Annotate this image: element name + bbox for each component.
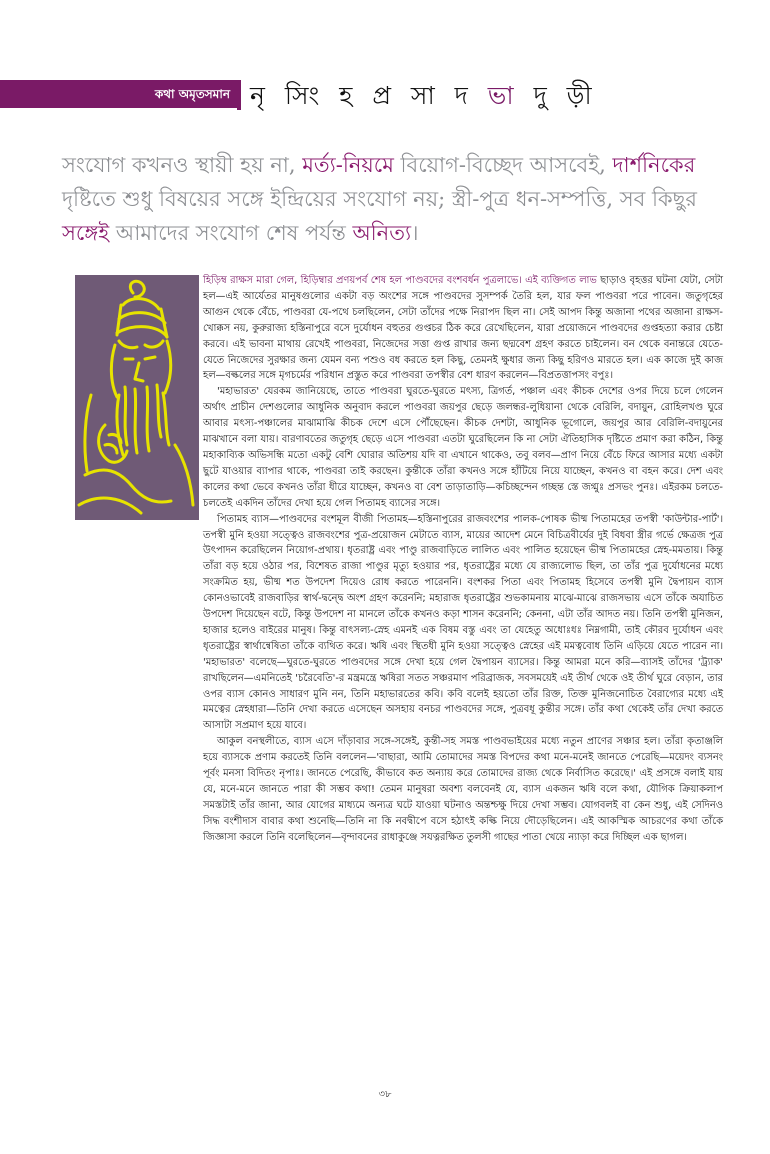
quote-text-4: আমাদের সংযোগ শেষ পর্যন্ত	[109, 221, 353, 245]
header-divider	[237, 80, 241, 110]
article-paragraph-1	[203, 273, 723, 384]
pull-quote	[62, 148, 727, 250]
article-paragraph-1-text: ছাড়াও বৃহত্তর ঘটনা যেটা, সেটা হল—এই আর্যেতর মানুষগুলোর একটা বড় অংশের সঙ্গে পাণ্ডবদের সুসম্পর্ক তৈরি হল, যার ফল পাণ্ডবরা পরে পাবেন। জতুগৃহের আগুন থেকে বেঁচে, পাণ্ডবরা যে-পথে চলছিলেন, সেটা তাঁদের পক্ষে নিরাপদ ছিল না। সেই আপদ কিন্তু অজানা পথের অজানা রাক্ষস-খোক্কস নয়, কুরুরাজ্য হস্তিনাপুরে বসে দুর্যোধন বহুতর গুপ্তচর ঠিক করে রেখেছিলেন, যারা প্রয়োজনে পাণ্ডবদের গুপ্তহত্যা করার চেষ্টা করবে। এই ভাবনা মাথায় রেখেই পাণ্ডবরা, নিজেদের সত্তা গুপ্ত রাখার জন্য ছদ্মবেশ গ্রহণ করতে চাইলেন। বন থেকে বনান্তরে যেতে-যেতে নিজেদের সুরক্ষার জন্য যেমন বন্য পশুও বধ করতে হল কিছু, তেমনই ক্ষুধার জন্য কিছু হরিণও মারতে হল। এক কাজে দুই কাজ হল—বল্কলের সঙ্গে মৃগচর্মের পরিধান প্রস্তুত করে পাণ্ডবরা তপস্বীর বেশ ধারণ করলেন—বিপ্রতত্তাপসং বপুঃ।	[203, 275, 723, 382]
section-label: কথা অমৃতসমান	[154, 87, 230, 101]
author-last-name-initial: ভা	[487, 81, 520, 110]
article-body	[203, 273, 723, 846]
article-paragraph-3: পিতামহ ব্যাস—পাণ্ডবদের বংশমূল বীজী পিতামহ—হস্তিনাপুরের রাজবংশের পালক-পোষক ভীষ্ম পিতামহের তপস্বী 'কাউন্টার-পার্ট'। তপস্বী মুনি হওয়া সত্ত্বেও রাজবংশের পুত্র-প্রয়োজন মেটাতে ব্যাস, মায়ের আদেশ মেনে বিচিত্রবীর্যের দুই বিধবা স্ত্রীর গর্ভে ক্ষেত্রজ পুত্র উৎপাদন করেছিলেন নিয়োগ-প্রথায়। ধৃতরাষ্ট্র এবং পাণ্ডু রাজবাড়িতে লালিত এবং পালিত হয়েছেন ভীষ্ম পিতামহের স্নেহ-মমতায়। কিন্তু তাঁরা বড় হয়ে ওঠার পর, বিশেষত রাজা পাণ্ডুর মৃত্যু হওয়ার পর, ধৃতরাষ্ট্রের মধ্যে যে রাজ্যলোভ ছিল, তা তাঁর পুত্র দুর্যোধনের মধ্যে সংক্রমিত হয়, ভীষ্ম শত উপদেশ দিয়েও রোধ করতে পারেননি। বংশকর পিতা এবং পিতামহ হিসেবে তপস্বী মুনি দ্বৈপায়ন ব্যাস কোনওভাবেই রাজবাড়ির স্বার্থ-দ্বন্দ্বে অংশ গ্রহণ করেননি; মহারাজ ধৃতরাষ্ট্রের শুভকামনায় মাঝে-মাঝে রাজসভায় এসে তাঁকে অযাচিত উপদেশ দিয়েছেন বটে, কিন্তু উপদেশ না মানলে তাঁকে কখনও কড়া শাসন করেননি; কেননা, এটা তাঁর আদত নয়। তিনি তপস্বী মুনিজন, হাজার হলেও বাইরের মানুষ। কিন্তু বাৎসল্য-স্নেহ এমনই এক বিষম বস্তু এবং তা যেহেতু অধোঃধঃ নিম্নগামী, তাই কৌরব দুর্যোধন এবং ধৃতরাষ্ট্রের স্বার্থান্বেষিতা তাঁকে ব্যথিত করে। ঋষি এবং স্থিতধী মুনি হওয়া সত্ত্বেও স্নেহের এই মমত্ববোধ তিনি এড়িয়ে যেতে পারেন না। 'মহাভারত' বলেছে—ঘুরতে-ঘুরতে পাণ্ডবদের সঙ্গে দেখা হয়ে গেল দ্বৈপায়ন ব্যাসের। কিন্তু আমরা মনে করি—ব্যাসই তাঁদের 'ট্র্যাক' রাখছিলেন—এমনিতেই 'চরৈবেতি'-র মন্ত্রমন্ত্রে ঋষিরা সতত সঞ্চরমাণ পরিব্রাজক, সবসময়েই এই তীর্থ থেকে ওই তীর্থ ঘুরে বেড়ান, তার ওপর ব্যাস কোনও সাধারণ মুনি নন, তিনি মহাভারতের কবি। কবি বলেই হয়তো তাঁর রিক্ত, তিক্ত মুনিজনোচিত বৈরাগ্যের মধ্যে এই মমত্বের স্নেহধারা—তিনি দেখা করতে এসেছেন অসহায় বনচর পাণ্ডবদের সঙ্গে, পুত্রবধূ কুন্তীর সঙ্গে। তাঁর কথা থেকেই তাঁর দেখা করতে আসাটা সপ্রমাণ হয়ে যাবে।	[203, 513, 723, 732]
author-name	[250, 76, 750, 119]
quote-highlight-4: অনিত্য	[352, 221, 412, 245]
quote-text-3: দৃষ্টিতে শুধু বিষয়ের সঙ্গে ইন্দ্রিয়ের সংযোগ নয়; স্ত্রী-পুত্র ধন-সম্পত্তি, সব কিছুর	[62, 187, 697, 211]
article-lead-line: হিড়িম্ব রাক্ষস মারা গেল, হিড়িম্বার প্রণয়পর্ব শেষ হল পাণ্ডবদের বংশবর্ধন পুত্রলাভে। এই ব্যক্তিগত লাভ	[203, 275, 597, 286]
quote-highlight-1: মর্ত্য-নিয়মে	[302, 153, 394, 177]
article-paragraph-2: 'মহাভারত' যেরকম জানিয়েছে, তাতে পাণ্ডবরা ঘুরতে-ঘুরতে মৎস্য, ত্রিগর্ত, পঞ্চাল এবং কীচক দেশের ওপর দিয়ে চলে গেলেন অর্থাৎ প্রাচীন দেশগুলোর আধুনিক অনুবাদ করলে পাণ্ডবরা জয়পুর ছেড়ে জলন্ধর-লুধিয়ানা থেকে বেরিলি, বদায়ুন, রোহিলখণ্ড ঘুরে আবার মৎস্য-পঞ্চালের মাঝামাঝি কীচক দেশে এসে পৌঁছেছেন। কীচক দেশটা, আধুনিক ভূগোলে, জয়পুর আর বেরিলি-বদায়ুনের মাঝখানে বলা যায়। বারণাবতের জতুগৃহ ছেড়ে এসে পাণ্ডবরা এতটা ঘুরেছিলেন কি না সেটা ঐতিহাসিক দৃষ্টিতে প্রমাণ করা কঠিন, কিন্তু মহাকাব্যিক অভিসন্ধি মতো একটু বেশি ঘোরার অতিশয় যদি বা এখানে থাকেও, তবু বলব—প্রাণ নিয়ে বেঁচে ফিরে আসার মধ্যে একটা ছুটে যাওয়ার ব্যাপার থাকে, পাণ্ডবরা তাই করছেন। কুন্তীকে তাঁরা কখনও সঙ্গে হাঁটিয়ে নিয়ে যাচ্ছেন, কখনও বা বহন করে। দেশ এবং কালের কথা ভেবে কখনও তাঁরা ধীরে যাচ্ছেন, কখনও বা বেশ তাড়াতাড়ি—কচিচ্ছন্দেন গচ্ছন্ত স্তে জগ্মুঃ প্রসভং পুনঃ। এইরকম চলতে-চলতেই একদিন তাঁদের দেখা হয়ে গেল পিতামহ ব্যাসের সঙ্গে।	[203, 386, 723, 509]
sage-line-drawing	[75, 275, 199, 520]
quote-text-5: ।	[411, 221, 419, 245]
page-number: ৩৮	[378, 1089, 392, 1100]
sage-portrait-illustration	[75, 275, 199, 520]
author-last-name-rest: দু ড়ী	[519, 81, 598, 110]
quote-highlight-2: দার্শনিকের	[612, 153, 696, 177]
author-first-name: নৃ সিং হ প্র সা দ	[250, 81, 474, 110]
quote-highlight-3: সঙ্গেই	[62, 221, 110, 245]
article-paragraph-4: আকুল বনস্থলীতে, ব্যাস এসে দাঁড়াবার সঙ্গে-সঙ্গেই, কুন্তী-সহ সমস্ত পাণ্ডবভাইয়ের মধ্যে নতুন প্রাণের সঞ্চার হল। তাঁরা কৃতাঞ্জলি হয়ে ব্যাসকে প্রণাম করতেই তিনি বললেন—'বাছারা, আমি তোমাদের সমস্ত বিপদের কথা মনে-মনেই জানতে পেরেছি—ময়েদং ব্যসনং পূর্বং মনসা বিদিতং নৃপাঃ। জানতে পেরেছি, কীভাবে কত অন্যায় করে তোমাদের রাজ্য থেকে নির্বাসিত করেছে।' এই প্রসঙ্গে বলাই যায় যে, মনে-মনে জানতে পারা কী সম্ভব কথা! তেমন মানুষরা অবশ্য বলবেনই যে, ব্যাস একজন ঋষি বলে কথা, যৌগিক ক্রিয়াকলাপ সমস্তটাই তাঁর জানা, আর যোগের মাধ্যমে অন্যত্র ঘটে যাওয়া ঘটনাও অন্তশ্চক্ষু দিয়ে দেখা সম্ভব। যোগবলই বা কেন শুধু, এই সেদিনও সিদ্ধ বংশীদাস বাবার কথা শুনেছি—তিনি না কি নবদ্বীপে বসে হঠাৎই কল্কি নিয়ে দৌড়েছিলেন। এই আকস্মিক আচরণের কথা তাঁকে জিজ্ঞাসা করলে তিনি বলেছিলেন—বৃন্দাবনের রাধাকুঞ্জে সযত্নরক্ষিত তুলসী গাছের পাতা খেয়ে ন্যাড়া করে দিচ্ছিল এক ছাগল।	[203, 736, 723, 843]
quote-text-1: সংযোগ কখনও স্থায়ী হয় না,	[62, 153, 303, 177]
quote-text-2: বিয়োগ-বিচ্ছেদ আসবেই,	[393, 153, 613, 177]
